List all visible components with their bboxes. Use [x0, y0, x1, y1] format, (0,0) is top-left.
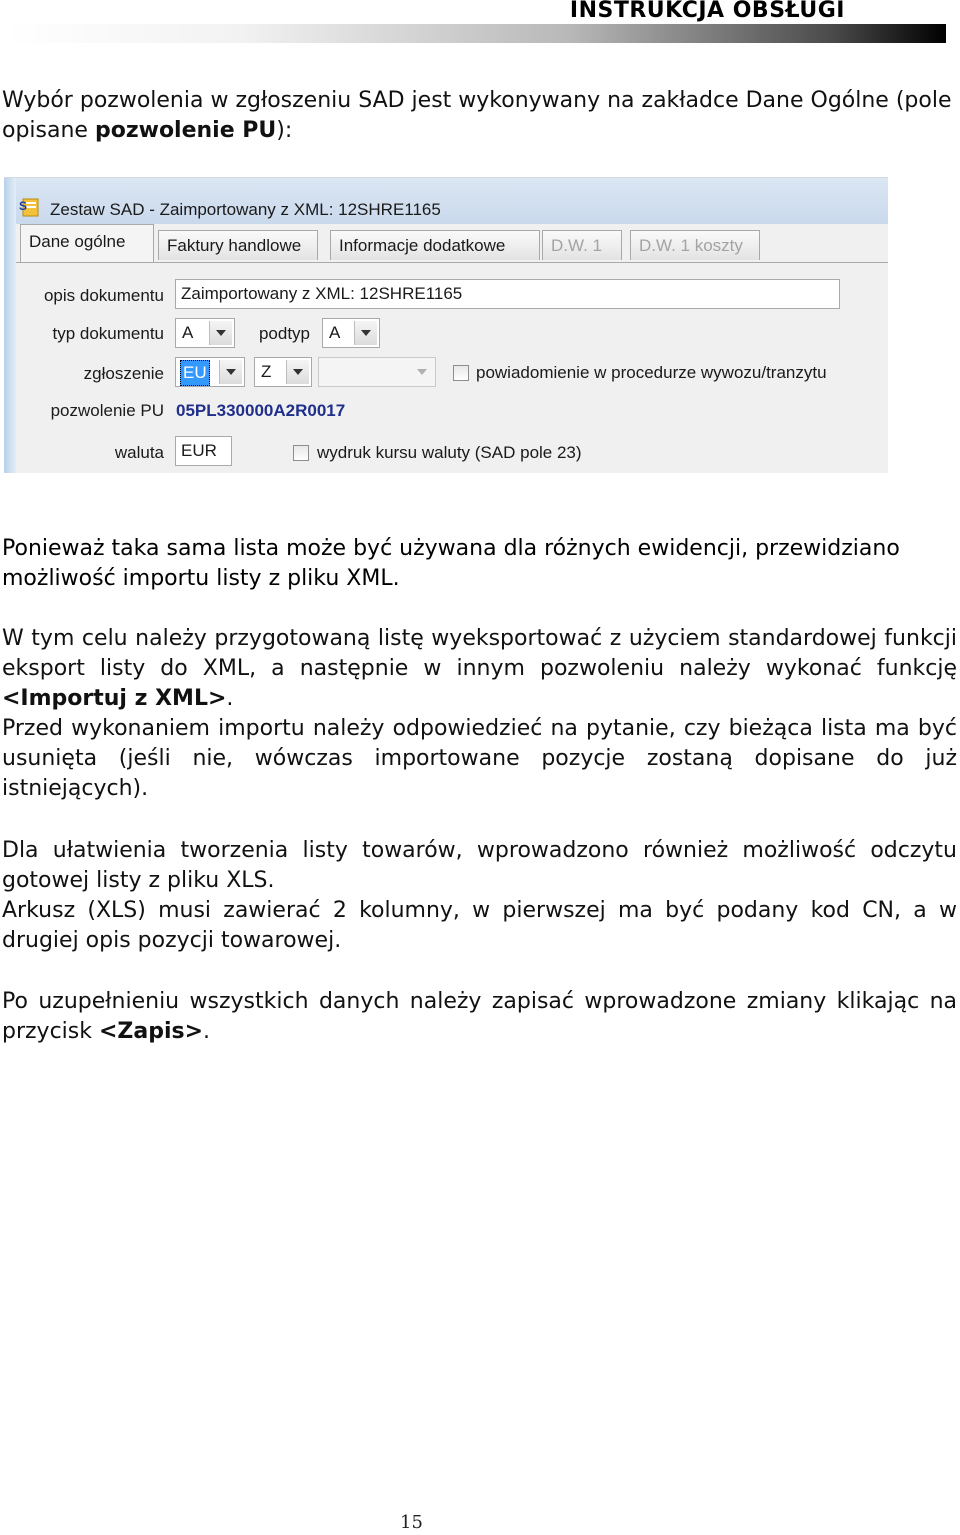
zgloszenie-select-1[interactable]: [175, 357, 245, 387]
waluta-label: waluta: [114, 443, 164, 462]
typ-dokumentu-value: A: [182, 323, 194, 342]
window-title: Zestaw SAD - Zaimportowany z XML: 12SHRE1165: [50, 200, 441, 219]
wydruk-kursu-label: wydruk kursu waluty (SAD pole 23): [317, 443, 582, 462]
powiadomienie-label: powiadomienie w procedurze wywozu/tranzytu: [476, 363, 827, 382]
chevron-down-icon[interactable]: [209, 321, 232, 345]
paragraph-xls-columns: Arkusz (XLS) musi zawierać 2 kolumny, w pierwszej ma być podany kod CN, a w drugiej opis pozycji towarowej.: [2, 898, 957, 953]
tab-dane-ogolne[interactable]: Dane ogólne: [20, 224, 154, 262]
waluta-input[interactable]: EUR: [175, 436, 232, 466]
paragraph-xls-option: Dla ułatwienia tworzenia listy towarów, wprowadzono również możliwość odczytu gotowej listy z pliku XLS.: [2, 838, 957, 893]
tab-bar: [16, 224, 888, 263]
document-header-title: INSTRUKCJA OBSŁUGI: [569, 0, 845, 23]
podtyp-select[interactable]: [322, 318, 380, 348]
tab-informacje-dodatkowe[interactable]: Informacje dodatkowe: [330, 230, 540, 260]
chevron-down-icon[interactable]: [354, 321, 377, 345]
sad-window-screenshot: [4, 177, 888, 473]
paragraph-xml-import-intro: Ponieważ taka sama lista może być używana dla różnych ewidencji, przewidziano możliwość importu listy z pliku XML.: [2, 536, 900, 591]
pozwolenie-pu-link[interactable]: 05PL330000A2R0017: [176, 401, 346, 420]
zgloszenie-value-1: EU: [180, 360, 210, 386]
zgloszenie-label: zgłoszenie: [83, 364, 164, 383]
podtyp-value: A: [329, 323, 341, 342]
zgloszenie-select-3[interactable]: [318, 357, 436, 387]
typ-dokumentu-label: typ dokumentu: [52, 324, 164, 343]
pozwolenie-pu-label: pozwolenie PU: [50, 401, 164, 420]
paragraph-export-instructions: W tym celu należy przygotowaną listę wyeksportować z użyciem standardowej funkcji eksport listy do XML, a następnie w innym pozwoleniu należy wykonać funkcję <Importuj z XML>.: [2, 626, 957, 711]
app-icon: [18, 196, 40, 218]
opis-dokumentu-input[interactable]: Zaimportowany z XML: 12SHRE1165: [175, 279, 840, 309]
chevron-down-icon[interactable]: [411, 360, 433, 384]
podtyp-label: podtyp: [258, 324, 310, 343]
header-gradient-bar: [6, 24, 946, 43]
powiadomienie-checkbox[interactable]: [453, 365, 469, 381]
typ-dokumentu-select[interactable]: [175, 318, 235, 348]
chevron-down-icon[interactable]: [286, 360, 309, 384]
page-number: 15: [400, 1512, 423, 1533]
tab-dw1[interactable]: D.W. 1: [542, 230, 622, 260]
tab-dw1-koszty[interactable]: D.W. 1 koszty: [630, 230, 760, 260]
paragraph-import-question: Przed wykonaniem importu należy odpowiedzieć na pytanie, czy bieżąca lista ma być usunięta (jeśli nie, wówczas importowane pozycje zostaną dopisane do już istniejących).: [2, 716, 957, 801]
chevron-down-icon[interactable]: [219, 360, 242, 384]
zgloszenie-value-2: Z: [261, 362, 272, 381]
paragraph-save-instructions: Po uzupełnieniu wszystkich danych należy zapisać wprowadzone zmiany klikając na przycisk <Zapis>.: [2, 989, 957, 1044]
intro-paragraph: Wybór pozwolenia w zgłoszeniu SAD jest wykonywany na zakładce Dane Ogólne (pole opisane pozwolenie PU):: [2, 88, 952, 143]
opis-dokumentu-label: opis dokumentu: [43, 286, 164, 305]
wydruk-kursu-checkbox[interactable]: [293, 445, 309, 461]
svg-text:S: S: [19, 199, 28, 213]
tab-faktury-handlowe[interactable]: Faktury handlowe: [158, 230, 318, 260]
zgloszenie-select-2[interactable]: [254, 357, 312, 387]
